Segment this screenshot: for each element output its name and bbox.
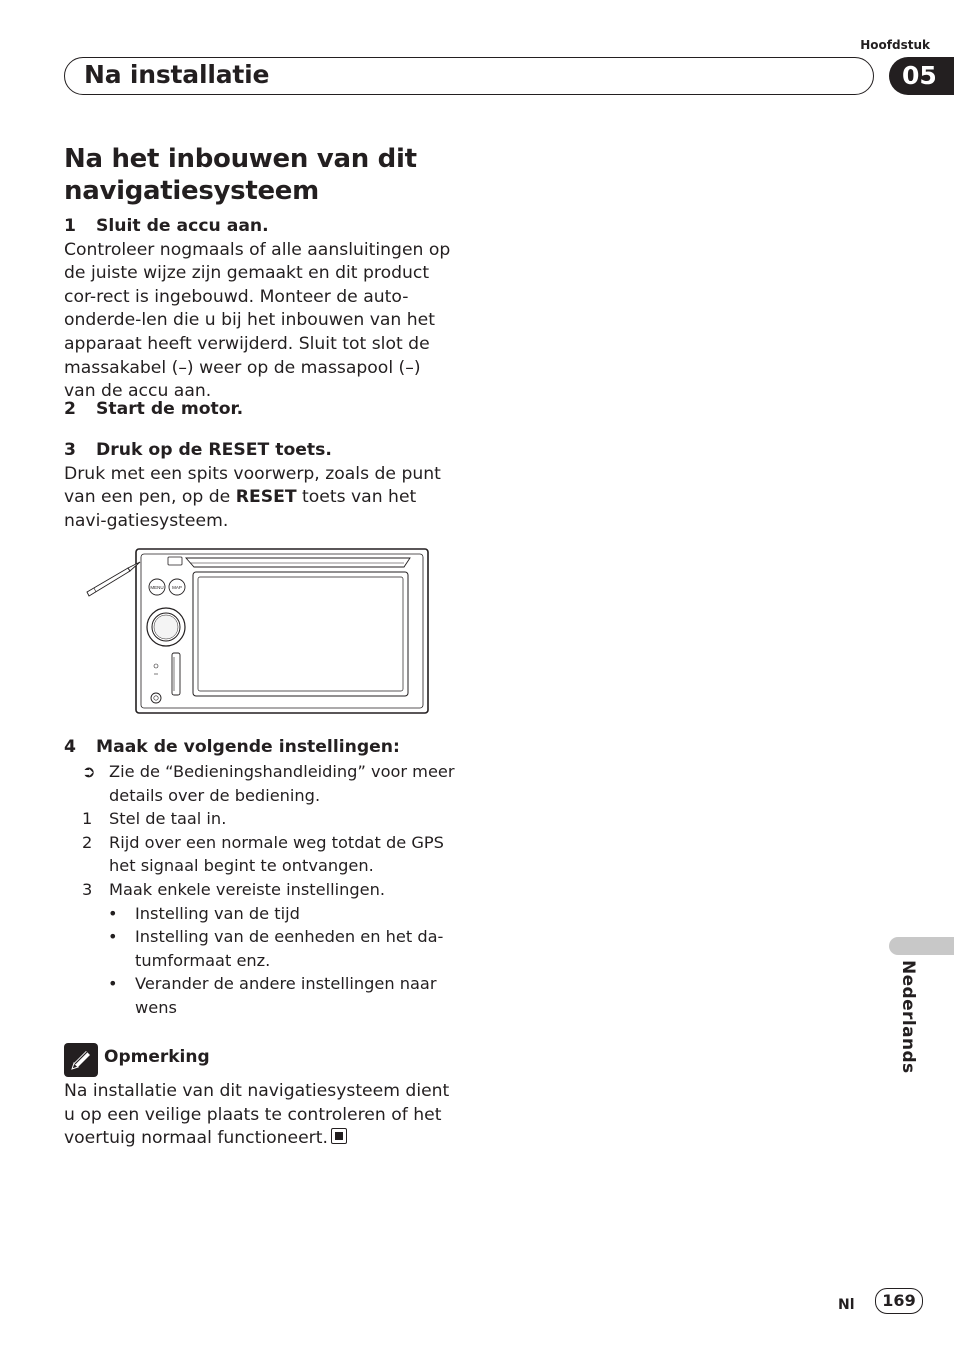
language-label: Nederlands bbox=[898, 960, 918, 1074]
language-tab bbox=[889, 937, 954, 955]
step-4-details bbox=[82, 760, 462, 1020]
step-2-title: 2 Start de motor. bbox=[64, 399, 244, 419]
note-body: Na installatie van dit navigatiesysteem dient u op een veilige plaats te controleren of het voertuig normaal functioneert. bbox=[64, 1081, 450, 1149]
language-code: Nl bbox=[838, 1297, 855, 1313]
bullet-item: • Instelling van de tijd bbox=[108, 903, 300, 923]
step-3-title: 3 Druk op de RESET toets. bbox=[64, 440, 332, 460]
step-1 bbox=[64, 215, 456, 404]
list-item: 1 Stel de taal in. bbox=[82, 809, 227, 829]
map-button-label: MAP bbox=[172, 585, 182, 590]
step-1-body: Controleer nogmaals of alle aansluitingen op de juiste wijze zijn gemaakt en dit product cor-rect is ingebouwd. Monteer de auto-onderde-len die u bij het inbouwen van het apparaat heeft verwijderd. Sluit tot slot de massakabel (–) weer op de massapool (–) van de accu aan. bbox=[64, 239, 451, 402]
step-2 bbox=[64, 398, 456, 422]
bullet-item: • Verander de andere instellingen naar wens bbox=[108, 974, 437, 1017]
step-3-body: Druk met een spits voorwerp, zoals de punt van een pen, op de RESET toets van het navi-gatiesysteem. bbox=[64, 463, 441, 531]
stop-square-icon bbox=[331, 1128, 347, 1144]
step-4 bbox=[64, 736, 456, 760]
note-title: Opmerking bbox=[104, 1047, 210, 1067]
step-4-title: 4 Maak de volgende instellingen: bbox=[64, 737, 400, 757]
chapter-number-tab: 05 bbox=[889, 57, 954, 95]
page-number: 169 bbox=[875, 1288, 923, 1314]
list-item: 3 Maak enkele vereiste instellingen. bbox=[82, 879, 385, 899]
list-item: 2 Rijd over een normale weg totdat de GPS het signaal begint te ontvangen. bbox=[82, 832, 444, 876]
pencil-note-icon bbox=[64, 1043, 98, 1077]
menu-button-label: MENU bbox=[150, 585, 164, 590]
page-title: Na het inbouwen van dit navigatiesysteem bbox=[64, 144, 417, 206]
step-1-title: 1 Sluit de accu aan. bbox=[64, 216, 269, 236]
bullet-item: • Instelling van de eenheden en het da-tumformaat enz. bbox=[108, 927, 444, 970]
navigation-unit-illustration bbox=[86, 548, 432, 718]
arrow-circle-icon: ➲ bbox=[82, 762, 96, 781]
chapter-label: Hoofdstuk bbox=[860, 38, 930, 52]
pen-icon bbox=[87, 568, 130, 596]
section-title: Na installatie bbox=[84, 60, 270, 89]
step-3 bbox=[64, 439, 456, 533]
arrow-note: ➲ Zie de “Bedieningshandleiding” voor meer details over de bediening. bbox=[82, 760, 462, 807]
